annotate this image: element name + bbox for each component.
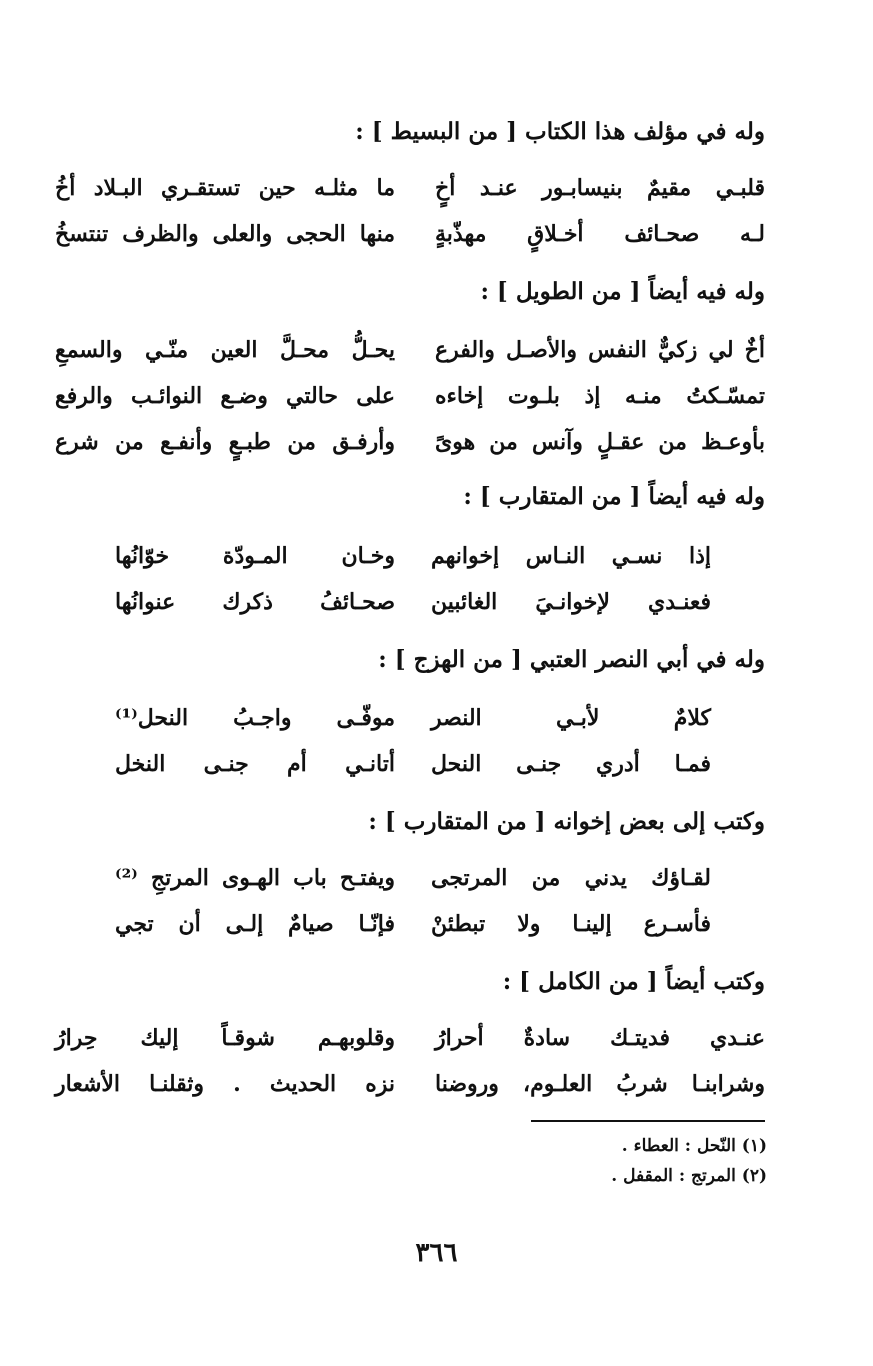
verse-hemistich-second: أتانـي أم جنـى النخل — [115, 751, 395, 777]
verse-hemistich-first: تمسّـكتُ منـه إذ بلـوت إخاءه — [435, 383, 765, 409]
verse-hemistich-first: فمـا أدري جنـى النحل — [431, 751, 711, 777]
verse-hemistich-second: يحـلُّ محـلَّ العين منّـي والسمعِ — [55, 337, 395, 363]
verse-hemistich-second: ما مثلـه حين تستقـري البـلاد أخُ — [55, 175, 395, 201]
verse-hemistich-first: وشرابنـا شربُ العلـوم، وروضنا — [435, 1071, 765, 1097]
footnote-divider — [531, 1120, 765, 1122]
section-intro: وله في مؤلف هذا الكتاب [ من البسيط ] : — [355, 118, 765, 145]
verse-hemistich-first: قلبـي مقيمٌ بنيسابـور عنـد أخٍ — [435, 175, 765, 201]
verse-hemistich-first: لقـاؤك يدني من المرتجى — [431, 865, 711, 891]
verse-hemistich-second: منها الحجى والعلى والظرف تنتسخُ — [55, 221, 395, 247]
verse-hemistich-first: إذا نسـي النـاس إخوانهم — [431, 543, 711, 569]
verse-hemistich-second: فإنّـا صيامٌ إلـى أن تجي — [115, 911, 395, 937]
verse-hemistich-first: لـه صحـائف أخـلاقٍ مهذّبةٍ — [435, 221, 765, 247]
verse-hemistich-first: بأوعـظ من عقـلٍ وآنس من هوىً — [435, 429, 765, 455]
verse-hemistich-first: فعنـدي لإخوانـيَ الغائبين — [431, 589, 711, 615]
verse-hemistich-second: ويفتـح باب الهـوى المرتجِ ⁽²⁾ — [115, 865, 395, 891]
verse-hemistich-second: صحـائفُ ذكرك عنوانُها — [115, 589, 395, 615]
verse-hemistich-second: وأرفـق من طبـعٍ وأنفـع من شرع — [55, 429, 395, 455]
section-intro: وله فيه أيضاً [ من الطويل ] : — [480, 278, 765, 305]
page-number: ٣٦٦ — [415, 1238, 458, 1268]
verse-hemistich-first: عنـدي فديتـك سادةٌ أحرارُ — [435, 1025, 765, 1051]
section-intro: وله في أبي النصر العتبي [ من الهزج ] : — [378, 646, 765, 673]
footnote: (١) النّحل : العطاء . — [621, 1136, 767, 1156]
verse-hemistich-second: على حالتي وضـع النوائـب والرفع — [55, 383, 395, 409]
section-intro: وكتب أيضاً [ من الكامل ] : — [502, 968, 765, 995]
verse-hemistich-second: وخـان المـودّة خوّانُها — [115, 543, 395, 569]
verse-hemistich-second: نزه الحديث . وثقلنـا الأشعار — [55, 1071, 395, 1097]
footnote: (٢) المرتج : المقفل . — [611, 1166, 767, 1186]
verse-hemistich-second: وقلوبهـم شوقـاً إليك حِرارُ — [55, 1025, 395, 1051]
section-intro: وله فيه أيضاً [ من المتقارب ] : — [463, 483, 765, 510]
verse-hemistich-first: فأسـرع إلينـا ولا تبطئنْ — [431, 911, 711, 937]
verse-hemistich-second: موفّـى واجـبُ النحل⁽¹⁾ — [115, 705, 395, 731]
verse-hemistich-first: أخٌ لي زكيٌّ النفس والأصـل والفرع — [435, 337, 765, 363]
section-intro: وكتب إلى بعض إخوانه [ من المتقارب ] : — [368, 808, 765, 835]
verse-hemistich-first: كلامٌ لأبـي النصر — [431, 705, 711, 731]
